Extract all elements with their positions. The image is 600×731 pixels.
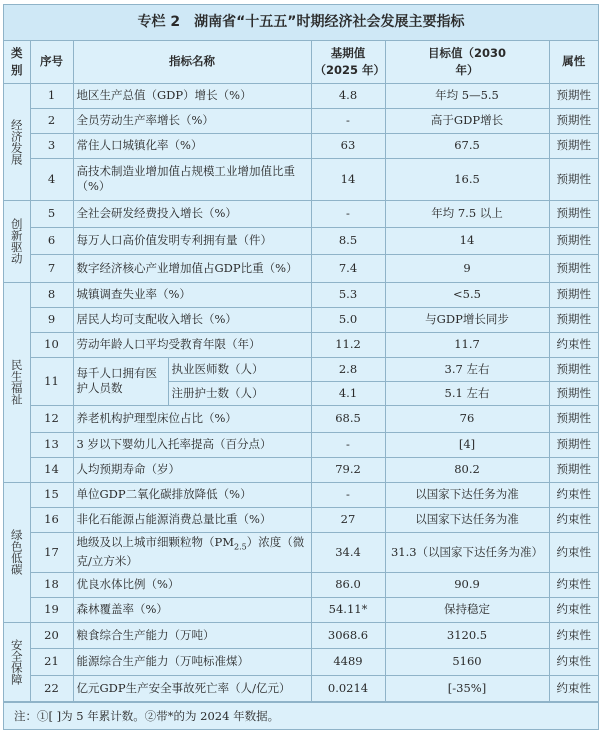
indicator-name-part: ）浓度（微克/立方米） (76, 534, 305, 569)
attribute-value: 约束性 (549, 507, 598, 532)
indicator-table (4, 41, 598, 702)
attribute-value: 预期性 (549, 254, 598, 282)
row-number: 3 (30, 133, 73, 158)
row-number: 4 (30, 158, 73, 200)
target-value: 以国家下达任务为准 (385, 482, 549, 507)
target-value: [4] (385, 432, 549, 457)
base-value: 14 (311, 158, 385, 200)
table-row (4, 158, 598, 200)
table-row (4, 227, 598, 254)
indicator-name: 单位GDP二氧化碳排放降低（%） (73, 482, 311, 507)
target-value: 76 (385, 405, 549, 432)
indicator-name-part: 地级及以上城市细颗粒物（PM (76, 534, 235, 549)
attribute-value: 预期性 (549, 381, 598, 405)
indicator-name: 劳动年龄人口平均受教育年限（年） (73, 332, 311, 357)
row-number: 12 (30, 405, 73, 432)
target-value: 与GDP增长同步 (385, 307, 549, 332)
table-row (4, 108, 598, 133)
target-value: 保持稳定 (385, 597, 549, 622)
indicator-name: 养老机构护理型床位占比（%） (73, 405, 311, 432)
base-value: 63 (311, 133, 385, 158)
table-row (4, 357, 598, 381)
indicator-name: 优良水体比例（%） (73, 572, 311, 597)
attribute-value: 预期性 (549, 133, 598, 158)
base-value: 4489 (311, 648, 385, 675)
row-number: 16 (30, 507, 73, 532)
indicator-name: 亿元GDP生产安全事故死亡率（人/亿元） (73, 675, 311, 701)
base-value: - (311, 432, 385, 457)
header-base: 基期值（2025 年） (311, 41, 385, 83)
table-row (4, 405, 598, 432)
target-value: 5.1 左右 (385, 381, 549, 405)
row-number: 18 (30, 572, 73, 597)
table-row (4, 133, 598, 158)
target-value: 14 (385, 227, 549, 254)
table-row (4, 482, 598, 507)
indicator-name: 常住人口城镇化率（%） (73, 133, 311, 158)
base-value: 4.1 (311, 381, 385, 405)
target-value: 80.2 (385, 457, 549, 482)
base-value: 5.3 (311, 282, 385, 307)
indicator-name: 高技术制造业增加值占规模工业增加值比重（%） (73, 158, 311, 200)
table-row (4, 254, 598, 282)
attribute-value: 约束性 (549, 648, 598, 675)
category-cell: 安全保障 (4, 622, 30, 701)
base-value: 34.4 (311, 532, 385, 572)
base-value: 54.11* (311, 597, 385, 622)
base-value: 3068.6 (311, 622, 385, 648)
indicator-name: 数字经济核心产业增加值占GDP比重（%） (73, 254, 311, 282)
header-target: 目标值（2030 年） (385, 41, 549, 83)
category-cell: 民生福祉 (4, 282, 30, 482)
base-value: 86.0 (311, 572, 385, 597)
row-number: 13 (30, 432, 73, 457)
indicator-name: 城镇调查失业率（%） (73, 282, 311, 307)
table-row (4, 282, 598, 307)
base-value: - (311, 200, 385, 227)
indicator-table-panel (3, 4, 599, 730)
base-value: 79.2 (311, 457, 385, 482)
base-value: 7.4 (311, 254, 385, 282)
category-cell: 创新驱动 (4, 200, 30, 282)
table-row (4, 622, 598, 648)
attribute-value: 预期性 (549, 227, 598, 254)
indicator-name: 每万人口高价值发明专利拥有量（件） (73, 227, 311, 254)
row-number: 1 (30, 83, 73, 108)
indicator-name: 全员劳动生产率增长（%） (73, 108, 311, 133)
attribute-value: 预期性 (549, 282, 598, 307)
header-category: 类别 (4, 41, 30, 83)
table-row (4, 200, 598, 227)
indicator-name: 地区生产总值（GDP）增长（%） (73, 83, 311, 108)
target-value: 年均 7.5 以上 (385, 200, 549, 227)
table-row (4, 307, 598, 332)
base-value: 8.5 (311, 227, 385, 254)
table-row (4, 507, 598, 532)
indicator-name-subscript: 2.5 (234, 542, 247, 552)
table-row (4, 675, 598, 701)
row-number: 8 (30, 282, 73, 307)
row-number: 11 (30, 357, 73, 405)
target-value: <5.5 (385, 282, 549, 307)
indicator-name: 非化石能源占能源消费总量比重（%） (73, 507, 311, 532)
target-value: 高于GDP增长 (385, 108, 549, 133)
target-value: 90.9 (385, 572, 549, 597)
row-number: 22 (30, 675, 73, 701)
target-value: 11.7 (385, 332, 549, 357)
attribute-value: 预期性 (549, 405, 598, 432)
indicator-name: 能源综合生产能力（万吨标准煤） (73, 648, 311, 675)
row-number: 9 (30, 307, 73, 332)
row-number: 17 (30, 532, 73, 572)
row-number: 6 (30, 227, 73, 254)
attribute-value: 约束性 (549, 622, 598, 648)
header-row (4, 41, 598, 83)
table-row (4, 572, 598, 597)
target-value: 3.7 左右 (385, 357, 549, 381)
attribute-value: 预期性 (549, 158, 598, 200)
table-row (4, 83, 598, 108)
target-value: 以国家下达任务为准 (385, 507, 549, 532)
indicator-name: 居民人均可支配收入增长（%） (73, 307, 311, 332)
row-number: 15 (30, 482, 73, 507)
indicator-name (73, 532, 311, 572)
base-value: 11.2 (311, 332, 385, 357)
base-value: 0.0214 (311, 675, 385, 701)
table-title: 专栏 2 湖南省“十五五”时期经济社会发展主要指标 (4, 5, 598, 41)
target-value: 3120.5 (385, 622, 549, 648)
attribute-value: 约束性 (549, 482, 598, 507)
target-value: [-35%] (385, 675, 549, 701)
base-value: 4.8 (311, 83, 385, 108)
row-number: 21 (30, 648, 73, 675)
table-row (4, 432, 598, 457)
row-number: 5 (30, 200, 73, 227)
target-value: 5160 (385, 648, 549, 675)
table-row (4, 532, 598, 572)
sub-indicator-name: 注册护士数（人） (168, 381, 311, 405)
attribute-value: 约束性 (549, 572, 598, 597)
indicator-name: 3 岁以下婴幼儿入托率提高（百分点） (73, 432, 311, 457)
target-value: 年均 5—5.5 (385, 83, 549, 108)
target-value: 16.5 (385, 158, 549, 200)
attribute-value: 预期性 (549, 457, 598, 482)
header-attribute: 属性 (549, 41, 598, 83)
attribute-value: 预期性 (549, 307, 598, 332)
table-row (4, 597, 598, 622)
indicator-name: 人均预期寿命（岁） (73, 457, 311, 482)
row-number: 2 (30, 108, 73, 133)
target-value: 67.5 (385, 133, 549, 158)
header-number: 序号 (30, 41, 73, 83)
indicator-name: 森林覆盖率（%） (73, 597, 311, 622)
table-row (4, 332, 598, 357)
base-value: 68.5 (311, 405, 385, 432)
row-number: 7 (30, 254, 73, 282)
indicator-name: 每千人口拥有医护人员数 (73, 357, 168, 405)
category-cell: 经济发展 (4, 83, 30, 200)
category-cell: 绿色低碳 (4, 482, 30, 622)
table-note: 注：①[ ]为 5 年累计数。②带*的为 2024 年数据。 (4, 702, 598, 729)
attribute-value: 预期性 (549, 200, 598, 227)
row-number: 10 (30, 332, 73, 357)
attribute-value: 预期性 (549, 83, 598, 108)
indicator-name: 全社会研发经费投入增长（%） (73, 200, 311, 227)
table-row (4, 648, 598, 675)
table-row (4, 457, 598, 482)
attribute-value: 预期性 (549, 108, 598, 133)
row-number: 19 (30, 597, 73, 622)
target-value: 9 (385, 254, 549, 282)
row-number: 14 (30, 457, 73, 482)
header-name: 指标名称 (73, 41, 311, 83)
base-value: 2.8 (311, 357, 385, 381)
base-value: - (311, 482, 385, 507)
base-value: - (311, 108, 385, 133)
attribute-value: 预期性 (549, 432, 598, 457)
row-number: 20 (30, 622, 73, 648)
target-value: 31.3（以国家下达任务为准） (385, 532, 549, 572)
attribute-value: 约束性 (549, 675, 598, 701)
attribute-value: 约束性 (549, 532, 598, 572)
base-value: 27 (311, 507, 385, 532)
base-value: 5.0 (311, 307, 385, 332)
attribute-value: 预期性 (549, 357, 598, 381)
sub-indicator-name: 执业医师数（人） (168, 357, 311, 381)
attribute-value: 约束性 (549, 597, 598, 622)
indicator-name: 粮食综合生产能力（万吨） (73, 622, 311, 648)
attribute-value: 约束性 (549, 332, 598, 357)
